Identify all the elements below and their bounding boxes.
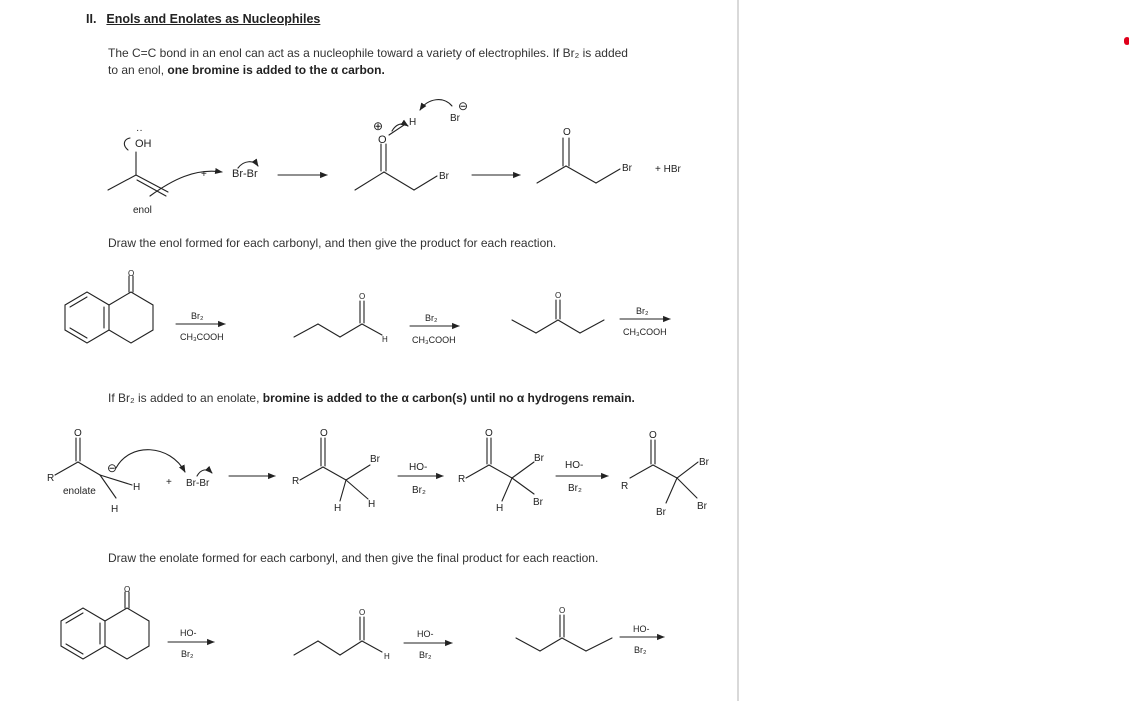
enolate-intro-plain: If Br₂ is added to an enolate, [108, 391, 263, 405]
tri-br-top: Br [699, 457, 709, 468]
page-edge-divider [737, 0, 739, 701]
di-br-top: Br [534, 453, 544, 464]
aldehyde-2 [294, 617, 382, 655]
lone-pair-arc [124, 138, 130, 150]
aldehyde-1-h: H [382, 335, 388, 344]
ketone-2-oxygen: O [559, 606, 566, 615]
mono-h-left: H [334, 503, 342, 514]
section-title: Enols and Enolates as Nucleophiles [106, 12, 321, 26]
monobromo-product [300, 438, 370, 501]
tetralone-2 [61, 592, 149, 659]
br2-label-a: Br₂ [412, 485, 426, 496]
accent-dot [1124, 37, 1129, 45]
reagent-bottom-3: CH₃COOH [623, 327, 667, 337]
enolate-intro-bold: bromine is added to the α carbon(s) until no α hydrogens remain. [262, 391, 635, 405]
tri-r: R [621, 481, 629, 492]
reagent-top-1: Br₂ [191, 311, 204, 321]
intro-line-2-plain: to an enol, [108, 63, 168, 77]
di-h: H [496, 503, 504, 514]
tri-oxygen: O [649, 430, 657, 441]
enolate-minus-charge: ⊖ [107, 461, 118, 475]
plus-sign-2: + [166, 477, 172, 488]
tri-br-right: Br [697, 501, 707, 512]
base-top-2: HO- [417, 629, 434, 639]
reagent-top-3: Br₂ [636, 306, 649, 316]
enol-caption: enol [133, 205, 152, 216]
enolate-caption: enolate [63, 486, 96, 497]
reagent-bottom-1: CH₃COOH [180, 332, 224, 342]
tetralone-1-oxygen: O [128, 269, 135, 278]
base-label-b: HO- [565, 460, 584, 471]
di-br-bottom: Br [533, 497, 543, 508]
br2-bottom-1: Br₂ [181, 649, 194, 659]
oxonium-intermediate [355, 100, 452, 190]
di-r: R [458, 474, 466, 485]
section-number: II. [86, 12, 97, 26]
br-br-reagent-2: Br-Br [186, 478, 210, 489]
base-top-3: HO- [633, 624, 650, 634]
ketone-1-oxygen: O [555, 291, 562, 300]
mono-r: R [292, 476, 300, 487]
br2-bottom-3: Br₂ [634, 645, 647, 655]
enolate-h-bottom: H [111, 504, 119, 515]
ketone-1 [512, 300, 604, 333]
enolate-r: R [47, 473, 55, 484]
plus-sign-1: + [201, 169, 207, 180]
tri-br-bottom: Br [656, 507, 666, 518]
oxonium-oxygen: O [378, 134, 387, 146]
curved-arrow-br-br-2 [197, 470, 212, 476]
di-oxygen: O [485, 428, 493, 439]
curved-arrow-pi-to-br [150, 171, 222, 196]
aldehyde-1 [294, 301, 382, 337]
lone-pair-dots: ·· [136, 125, 143, 136]
tetralone-1 [65, 276, 153, 343]
intermediate-br: Br [439, 171, 449, 182]
reagent-top-2: Br₂ [425, 313, 438, 323]
oxonium-hydrogen: H [409, 117, 417, 128]
product-br: Br [622, 163, 632, 174]
intro-line-2-bold: one bromine is added to the α carbon. [167, 63, 385, 77]
enol-prompt: Draw the enol formed for each carbonyl, and then give the product for each reaction. [108, 236, 557, 250]
bromide-label: Br [450, 113, 460, 124]
base-label-a: HO- [409, 462, 428, 473]
enol-structure [108, 138, 222, 196]
hbr-byproduct: + HBr [655, 164, 681, 175]
mono-oxygen: O [320, 428, 328, 439]
aldehyde-2-h: H [384, 652, 390, 661]
br-br-reagent-1: Br-Br [232, 168, 258, 180]
tribromo-product [630, 440, 698, 503]
alpha-bromo-ketone [537, 138, 620, 183]
base-top-1: HO- [180, 628, 197, 638]
enolate-h-right: H [133, 482, 141, 493]
enolate-oxygen: O [74, 428, 82, 439]
oxonium-plus-charge: ⊕ [373, 119, 384, 133]
enolate-prompt: Draw the enolate formed for each carbonyl, and then give the final product for each reaction. [108, 551, 599, 565]
aldehyde-1-oxygen: O [359, 292, 366, 301]
product-oxygen: O [563, 127, 571, 138]
reagent-bottom-2: CH₃COOH [412, 335, 456, 345]
mono-h-right: H [368, 499, 376, 510]
curved-arrow-enolate [116, 450, 185, 472]
curved-arrow-bromide [420, 100, 452, 110]
br2-bottom-2: Br₂ [419, 650, 432, 660]
bromide-minus-charge: ⊖ [458, 99, 469, 113]
ketone-2 [516, 615, 612, 651]
intro-line-1: The C=C bond in an enol can act as a nucleophile toward a variety of electrophiles. If Br₂ is added [108, 46, 628, 60]
br2-label-b: Br₂ [568, 483, 582, 494]
aldehyde-2-oxygen: O [359, 608, 366, 617]
tetralone-2-oxygen: O [124, 585, 131, 594]
dibromo-product [466, 438, 534, 501]
mono-br: Br [370, 454, 380, 465]
enol-oh-label: OH [135, 138, 152, 150]
